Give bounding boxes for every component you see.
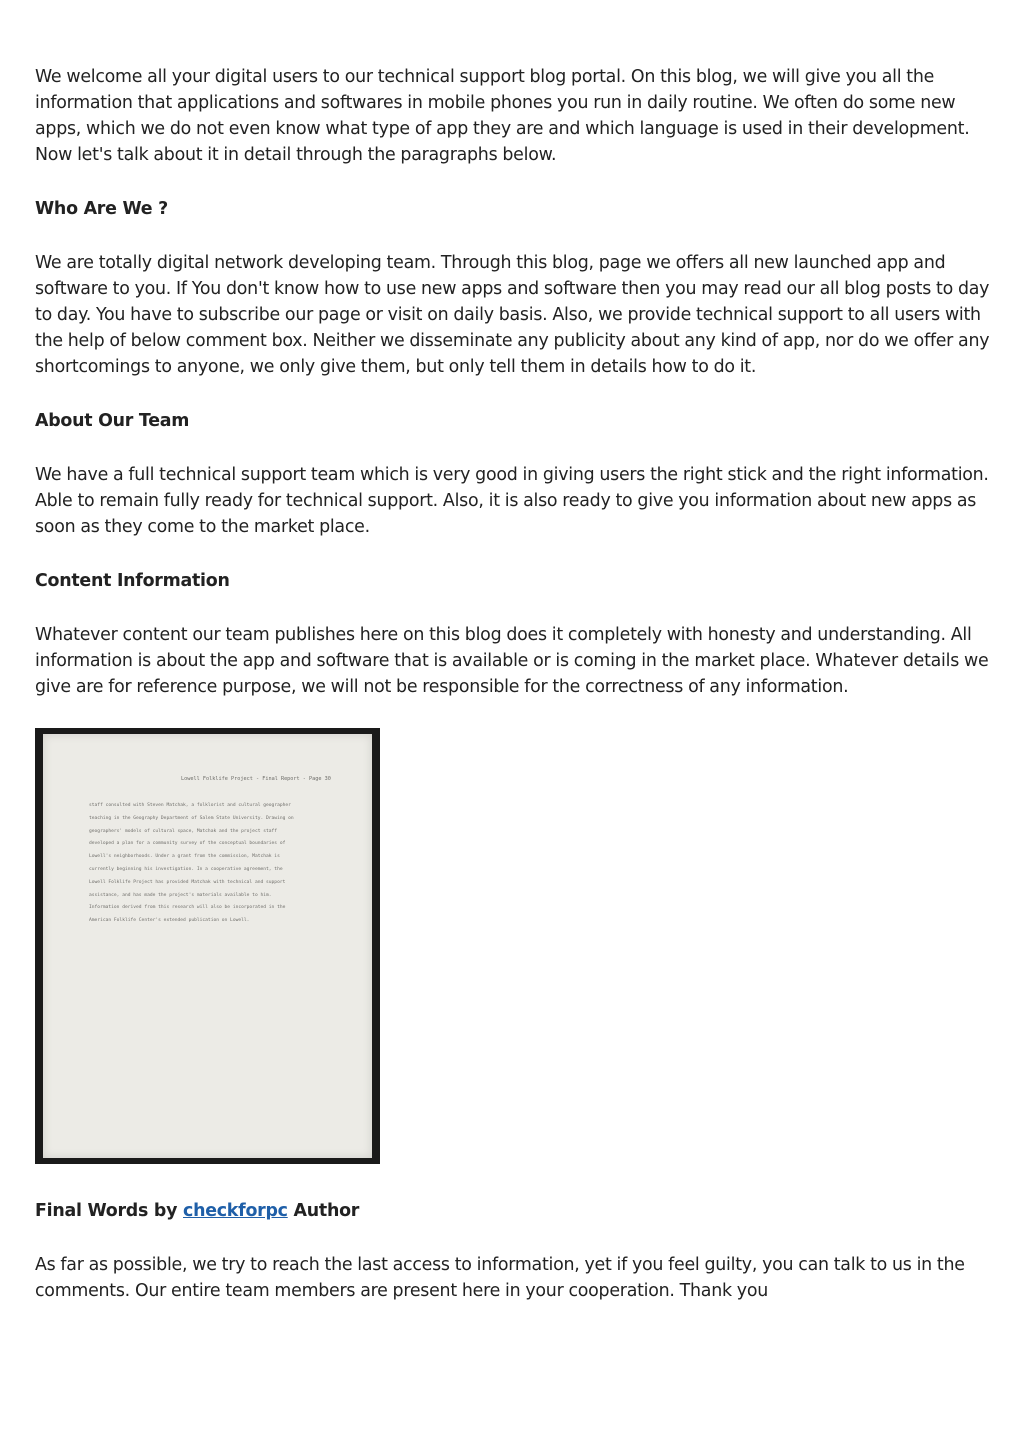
section-body-about-our-team: We have a full technical support team which is very good in giving users the right stick and the right information. Able to remain fully ready for technical support. Also, it is also ready to give you information about new apps as soon as they come to the market place. (35, 465, 989, 537)
section-heading-content-information: Content Information (35, 571, 230, 591)
intro-paragraph: We welcome all your digital users to our technical support blog portal. On this blog, we will give you all the information that applications and softwares in mobile phones you run in daily routine. We often do some new apps, which we do not even know what type of app they are and which language is used in their development. Now let's talk about it in detail through the paragraphs below. (35, 67, 970, 165)
scanned-text-line: currently beginning his investigation. In a cooperative agreement, the (89, 866, 283, 872)
document-page (35, 64, 995, 1332)
scanned-text-line: Lowell Folklife Project has provided Matchak with technical and support (89, 879, 286, 885)
final-words-prefix: Final Words by (35, 1201, 178, 1221)
scanned-text-line: teaching in the Geography Department of Salem State University. Drawing on (89, 815, 294, 821)
section-heading-who-are-we: Who Are We ? (35, 199, 168, 219)
scanned-page (43, 734, 372, 1158)
scanned-text-line: American Folklife Center's extended publication on Lowell. (89, 918, 250, 924)
scanned-document-image (35, 728, 380, 1164)
section-body-content-information: Whatever content our team publishes here on this blog does it completely with honesty and understanding. All information is about the app and software that is available or is coming in the market place. Whatever details we give are for reference purpose, we will not be responsible for the correctness of any information. (35, 625, 989, 697)
section-body-who-are-we: We are totally digital network developing team. Through this blog, page we offers all new launched app and software to you. If You don't know how to use new apps and software then you may read our all blog posts to day to day. You have to subscribe our page or visit on daily basis. Also, we provide technical support to all users with the help of below comment box. Neither we disseminate any publicity about any kind of app, nor do we offer any shortcomings to anyone, we only give them, but only tell them in details how to do it. (35, 253, 990, 377)
scanned-page-text (89, 800, 349, 928)
section-heading-about-our-team: About Our Team (35, 411, 190, 431)
scanned-page-header: Lowell Folklife Project - Final Report - Page 30 (181, 776, 331, 782)
final-words-heading (35, 1198, 995, 1224)
scanned-text-line: Information derived from this research will also be incorporated in the (89, 905, 286, 911)
scanned-text-line: assistance, and has made the project's materials available to him. (89, 892, 272, 898)
scanned-text-line: geographers' models of cultural space, Matchak and the project staff (89, 828, 278, 834)
scanned-text-line: developed a plan for a community survey of the conceptual boundaries of (89, 841, 286, 847)
checkforpc-link[interactable]: checkforpc (183, 1201, 288, 1221)
scanned-text-line: Lowell's neighborhoods. Under a grant from the commission, Matchak is (89, 854, 280, 860)
final-words-suffix: Author (293, 1201, 360, 1221)
final-words-body: As far as possible, we try to reach the last access to information, yet if you feel guilty, you can talk to us in the comments. Our entire team members are present here in your cooperation. Thank you (35, 1255, 965, 1301)
scanned-text-line: staff consulted with Steven Matchak, a folklorist and cultural geographer (89, 803, 291, 808)
